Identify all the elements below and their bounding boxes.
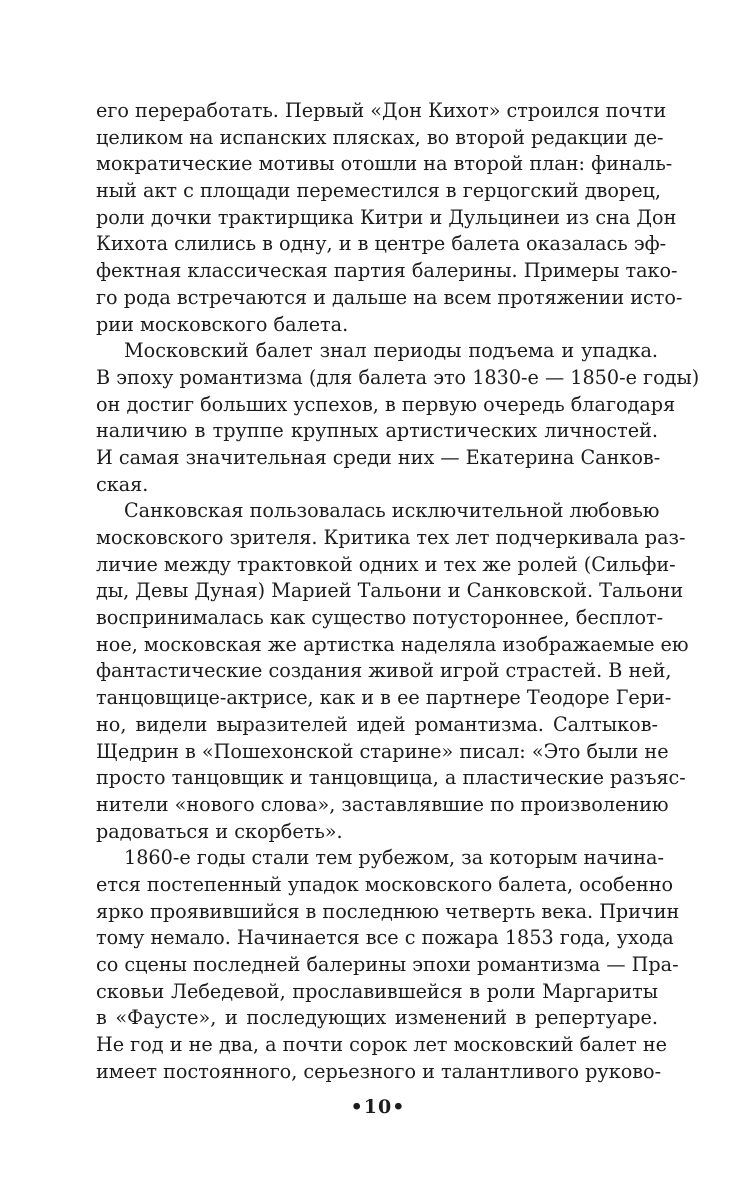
text-line: ярко проявившийся в последнюю четверть века. Причин (96, 899, 680, 923)
page-number: •10• (350, 1096, 406, 1118)
text-line: 1860-е годы стали тем рубежом, за которым начина- (124, 846, 664, 870)
text-line: со сцены последней балерины эпохи романтизма — Пра- (96, 953, 679, 976)
paragraph (96, 338, 700, 498)
text-line: го рода встречаются и дальше на всем протяжении исто- (96, 285, 683, 309)
text-line: сковьи Лебедевой, прославившейся в роли Маргариты (96, 979, 658, 1003)
paragraph (96, 98, 683, 338)
text-line: радоваться и скорбеть». (96, 819, 343, 843)
text-line: мократические мотивы отошли на второй план: финаль- (96, 152, 673, 176)
text-line: рии московского балета. (96, 312, 349, 336)
text-line: нители «нового слова», заставлявшие по произволению (96, 792, 669, 816)
text-line: ное, московская же артистка наделяла изображаемые ею (96, 632, 689, 656)
text-line: Не год и не два, а почти сорок лет московский балет не (96, 1033, 668, 1057)
body-text (96, 98, 700, 1085)
text-line: фектная классическая партия балерины. Примеры тако- (96, 259, 678, 283)
text-line: ская. (96, 472, 149, 496)
text-line: его переработать. Первый «Дон Кихот» строился почти (96, 99, 667, 122)
text-line: просто танцовщик и танцовщица, а пластические разъяс- (96, 766, 686, 790)
text-line: целиком на испанских плясках, во второй редакции де- (96, 125, 664, 149)
text-line: роли дочки трактирщика Китри и Дульцинеи из сна Дон (96, 205, 677, 229)
text-line: он достиг больших успехов, в первую очередь благодаря (96, 392, 676, 416)
text-line: Кихота слились в одну, и в центре балета оказалась эф- (96, 232, 667, 256)
text-line: Санковская пользовалась исключительной любовью (124, 499, 660, 523)
text-line: И самая значительная среди них — Екатерина Санков- (96, 445, 661, 469)
text-line: московского зрителя. Критика тех лет подчеркивала раз- (96, 526, 686, 549)
paragraph (96, 498, 689, 845)
text-line: ется постепенный упадок московского балета, особенно (96, 872, 674, 896)
text-line: фантастические создания живой игрой страстей. В ней, (96, 659, 672, 683)
text-line: ды, Девы Дуная) Марией Тальони и Санковской. Тальони (96, 579, 684, 603)
text-line: личие между трактовкой одних и тех же ролей (Сильфи- (96, 552, 676, 576)
text-line: в «Фаусте», и последующих изменений в репертуаре. (96, 1006, 658, 1030)
text-line: но, видели выразителей идей романтизма. Салтыков- (96, 712, 658, 736)
text-line: тому немало. Начинается все с пожара 1853 года, ухода (96, 926, 674, 950)
text-line: воспринималась как существо потустороннее, бесплот- (96, 606, 664, 630)
paragraph (96, 845, 680, 1085)
text-line: В эпоху романтизма (для балета это 1830-е — 1850-е годы) (96, 365, 700, 389)
text-line: танцовщице-актрисе, как и в ее партнере Теодоре Гери- (96, 686, 672, 710)
text-line: ный акт с площади переместился в герцогский дворец, (96, 179, 661, 203)
text-line: имеет постоянного, серьезного и талантливого руково- (96, 1059, 662, 1083)
text-line: наличию в труппе крупных артистических личностей. (96, 419, 658, 443)
text-line: Щедрин в «Пошехонской старине» писал: «Это были не (96, 739, 669, 763)
text-line: Московский балет знал периоды подъема и упадка. (124, 339, 658, 363)
